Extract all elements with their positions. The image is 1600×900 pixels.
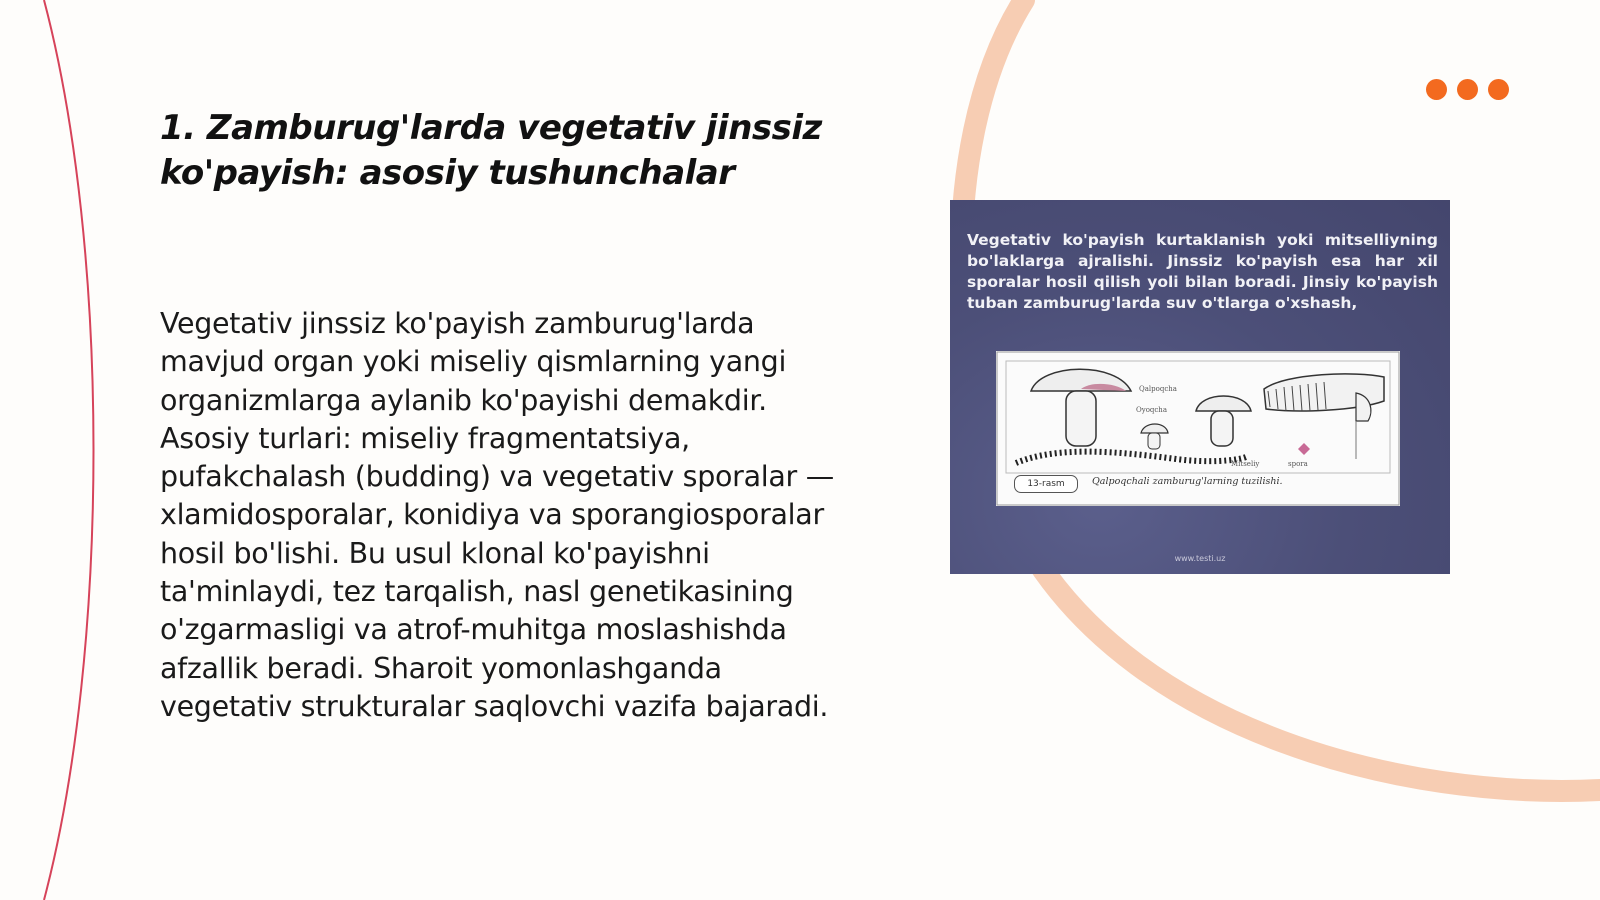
illustration-label-mycelium: Mitseliy [1231, 460, 1260, 468]
figure-footer: www.testi.uz [1174, 554, 1226, 563]
dot-1 [1426, 79, 1447, 100]
illustration-caption-number: 13-rasm [1014, 475, 1078, 493]
slide-title: 1. Zamburug'larda vegetativ jinssiz ko'payish: asosiy tushunchalar [160, 108, 822, 193]
left-decorative-line [44, 0, 94, 900]
illustration-label-stem: Oyoqcha [1136, 406, 1167, 414]
illustration-caption: Qalpoqchali zamburug'larning tuzilishi. [1092, 476, 1283, 487]
illustration-label-cap: Qalpoqcha [1139, 385, 1177, 393]
dots-icon [1426, 79, 1509, 100]
illustration-label-spore: spora [1288, 460, 1308, 468]
figure-text: Vegetativ ko'payish kurtaklanish yoki mitselliyning bo'laklarga ajralishi. Jinssiz ko'payish esa har xil sporalar hosil qilish yoli bilan boradi. Jinsiy ko'payish tuban zamburug'larda suv o'tlarga o'xshash, [967, 231, 1438, 312]
mushroom-illustration [996, 351, 1400, 506]
dot-3 [1488, 79, 1509, 100]
figure-image [950, 200, 1450, 574]
slide-body-text: Vegetativ jinssiz ko'payish zamburug'larda mavjud organ yoki miseliy qismlarning yangi organizmlarga aylanib ko'payishi demakdir. Asosiy turlari: miseliy fragmentatsiya, pufakchalash (budding) va vegetativ sporalar — xlamidosporalar, konidiya va sporangiosporalar hosil bo'lishi. Bu usul klonal ko'payishni ta'minlaydi, tez tarqalish, nasl genetikasining o'zgarmasligi va atrof-muhitga moslashishda afzallik beradi. Sharoit yomonlashganda vegetativ strukturalar saqlovchi vazifa bajaradi. [160, 307, 834, 723]
dot-2 [1457, 79, 1478, 100]
